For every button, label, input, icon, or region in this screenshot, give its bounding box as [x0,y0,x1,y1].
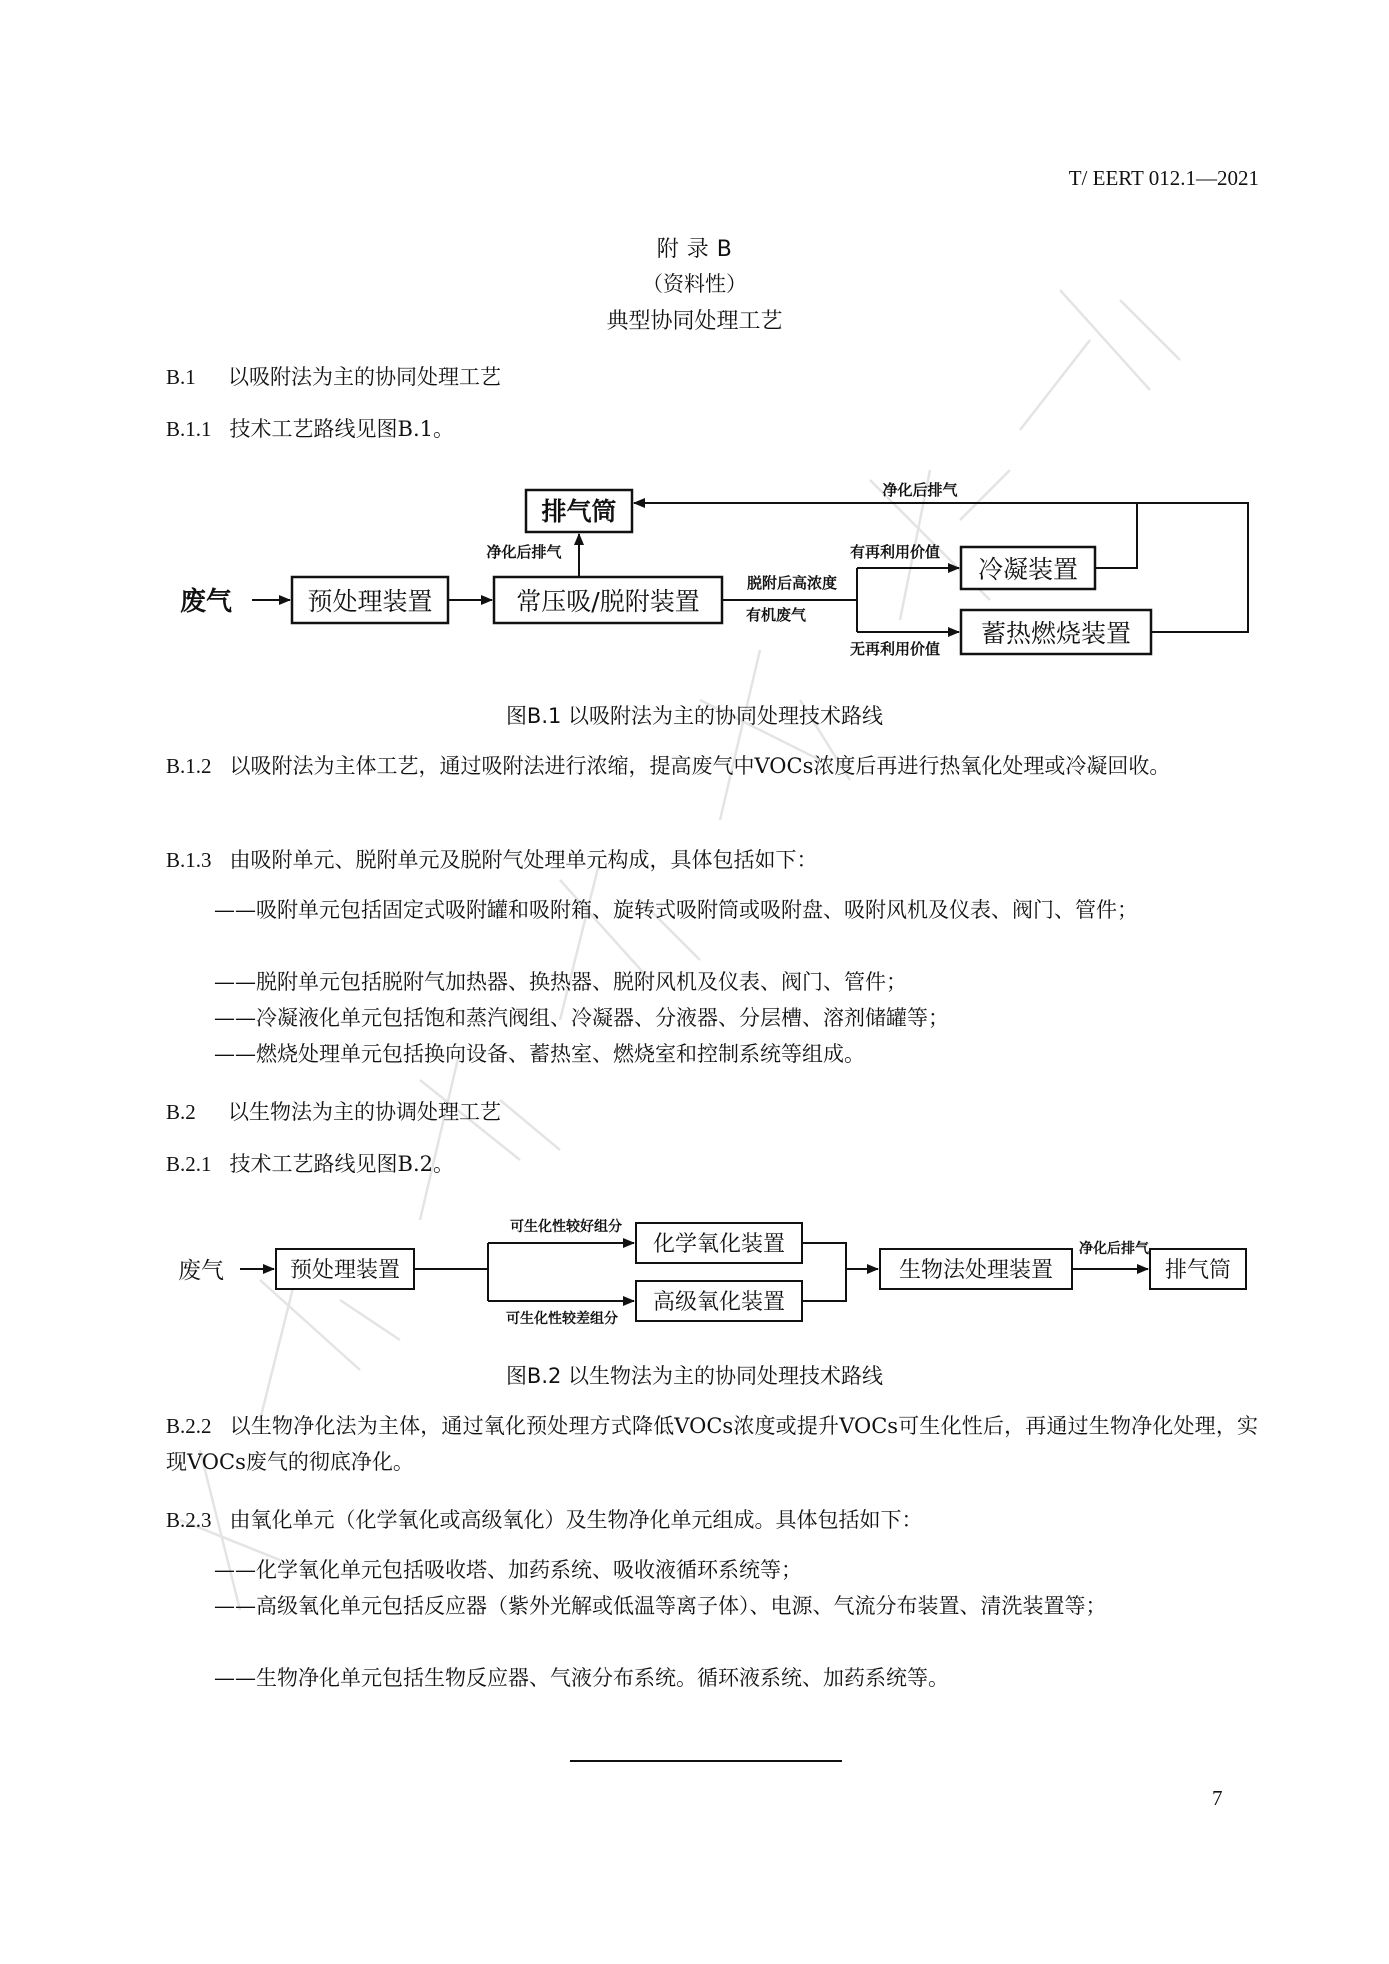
line-merge [802,1243,846,1301]
clause-number: B.2.3 [166,1508,212,1532]
figure-b1-flowchart [0,470,1389,685]
clause-text: 以吸附法为主体工艺，通过吸附法进行浓缩，提高废气中VOCs浓度后再进行热氧化处理或冷凝回收。 [229,754,1171,778]
section-heading-b1 [166,361,501,391]
label-reuse: 有再利用价值 [849,543,941,561]
label-desorb-1: 脱附后高浓度 [746,574,838,592]
section-heading-b2 [166,1096,501,1126]
label-good: 可生化性较好组分 [510,1219,622,1235]
list-item: ——生物净化单元包括生物反应器、气液分布系统。循环液系统、加药系统等。 [214,1666,949,1690]
label-input: 废气 [180,587,233,617]
label-stack: 排气筒 [1164,1258,1232,1283]
paragraph-b112 [166,748,1258,784]
list-item: ——化学氧化单元包括吸收塔、加药系统、吸收液循环系统等； [214,1558,802,1582]
list-item: ——冷凝液化单元包括饱和蒸汽阀组、冷凝器、分液器、分层槽、溶剂储罐等； [214,1006,949,1030]
paragraph-b113 [166,842,1258,878]
list-item: ——高级氧化单元包括反应器（紫外光解或低温等离子体）、电源、气流分布装置、清洗装置等； [214,1594,1107,1618]
label-desorb-2: 有机废气 [745,606,807,624]
list-item: ——吸附单元包括固定式吸附罐和吸附箱、旋转式吸附筒或吸附盘、吸附风机及仪表、阀门、管件； [214,898,1138,922]
clause-text: 技术工艺路线见图B.1。 [229,417,454,441]
section-title: 以生物法为主的协调处理工艺 [228,1100,501,1124]
clause-text: 技术工艺路线见图B.2。 [229,1152,454,1176]
section-number: B.1 [166,365,196,389]
figure-b2-caption: 图B.2 以生物法为主的协同处理技术路线 [505,1364,884,1388]
clause-number: B.1.1 [166,417,212,441]
label-chem-ox: 化学氧化装置 [652,1232,786,1257]
clause-number: B.1.2 [166,754,212,778]
label-pretreat: 预处理装置 [289,1258,401,1283]
label-clean: 净化后排气 [1079,1241,1149,1257]
appendix-label: 附 录 B [656,237,733,262]
label-clean-top: 净化后排气 [882,481,958,499]
section-title: 以吸附法为主的协同处理工艺 [228,365,501,389]
label-bio: 生物法处理装置 [898,1258,1054,1283]
document-code: T/ EERT 012.1—2021 [1068,166,1259,190]
paragraph-b221 [166,1146,1258,1182]
appendix-title: 典型协同处理工艺 [606,309,783,334]
label-pretreat: 预处理装置 [307,587,433,616]
appendix-nature: （资料性） [642,272,747,296]
label-clean-side: 净化后排气 [486,543,562,561]
label-adv-ox: 高级氧化装置 [652,1290,786,1315]
clause-text: 由氧化单元（化学氧化或高级氧化）及生物净化单元组成。具体包括如下： [229,1508,923,1532]
end-rule [570,1760,842,1762]
label-rto: 蓄热燃烧装置 [980,619,1132,648]
clause-number: B.2.2 [166,1414,212,1438]
page-number: 7 [1212,1786,1223,1810]
label-condense: 冷凝装置 [977,555,1079,584]
list-item: ——燃烧处理单元包括换向设备、蓄热室、燃烧室和控制系统等组成。 [214,1042,865,1066]
paragraph-b223 [166,1502,1258,1538]
paragraph-b111 [166,411,1258,447]
figure-b1-caption: 图B.1 以吸附法为主的协同处理技术路线 [505,704,884,728]
figure-b2-flowchart [0,1205,1389,1345]
label-stack: 排气筒 [541,497,617,526]
clause-number: B.1.3 [166,848,212,872]
clause-number: B.2.1 [166,1152,212,1176]
label-adsorb: 常压吸/脱附装置 [516,587,700,616]
line-condense-return [1095,503,1137,568]
clause-text: 由吸附单元、脱附单元及脱附气处理单元构成，具体包括如下： [229,848,818,872]
list-item: ——脱附单元包括脱附气加热器、换热器、脱附风机及仪表、阀门、管件； [214,970,907,994]
label-input: 废气 [178,1258,224,1284]
paragraph-b222 [166,1408,1258,1480]
label-noreuse: 无再利用价值 [849,640,941,658]
section-number: B.2 [166,1100,196,1124]
label-poor: 可生化性较差组分 [506,1311,618,1327]
clause-text: 以生物净化法为主体，通过氧化预处理方式降低VOCs浓度或提升VOCs可生化性后，再通过生物净化处理，实现VOCs废气的彻底净化。 [166,1414,1258,1474]
